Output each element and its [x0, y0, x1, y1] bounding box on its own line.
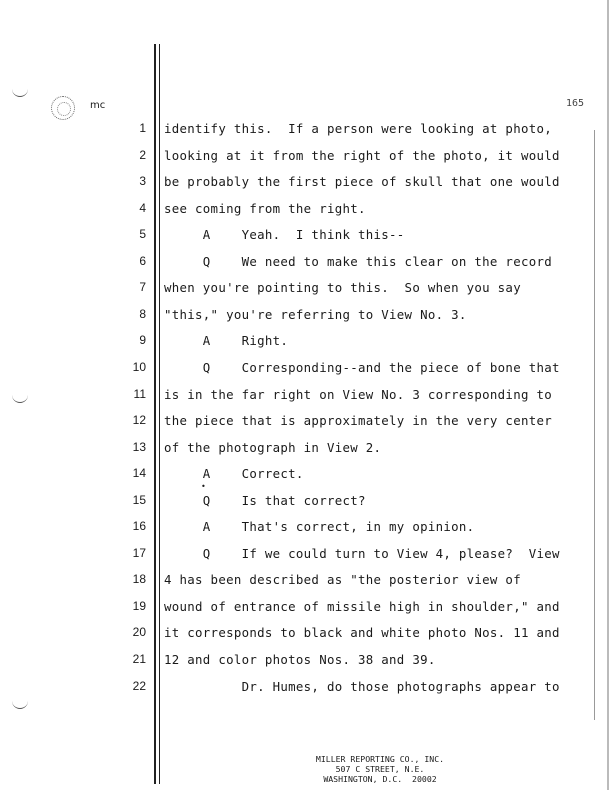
line-number: 13	[132, 439, 146, 454]
transcript-line	[0, 360, 612, 386]
page-number: 165	[566, 98, 585, 109]
line-text: Q Corresponding--and the piece of bone that	[164, 359, 560, 375]
line-number: 4	[139, 200, 146, 215]
line-number: 15	[132, 492, 146, 507]
line-text: wound of entrance of missile high in shoulder," and	[164, 598, 560, 614]
footer-city: WASHINGTON, D.C. 20002	[323, 774, 437, 784]
line-number: 18	[132, 572, 146, 587]
line-number: 19	[132, 598, 146, 613]
line-text: when you're pointing to this. So when you say	[164, 280, 521, 296]
line-number: 21	[132, 652, 146, 666]
scan-mark	[12, 84, 28, 97]
line-text: Q We need to make this clear on the record	[164, 253, 552, 269]
transcript-line	[0, 227, 612, 253]
line-number: 12	[132, 413, 146, 428]
line-number: 22	[132, 678, 146, 693]
line-text: the piece that is approximately in the very center	[164, 413, 552, 429]
line-text: see coming from the right.	[164, 200, 366, 216]
line-number: 1	[139, 121, 146, 135]
line-text: identify this. If a person were looking at photo,	[164, 121, 552, 136]
line-number: 6	[139, 253, 146, 268]
line-number: 10	[132, 359, 146, 374]
line-number: 16	[132, 519, 146, 534]
line-number: 20	[132, 625, 146, 640]
line-number: 3	[139, 174, 146, 189]
line-number: 7	[139, 280, 146, 295]
line-text: 12 and color photos Nos. 38 and 39.	[164, 652, 436, 667]
line-text: 4 has been described as "the posterior view of	[164, 572, 521, 588]
transcript-line	[0, 254, 612, 280]
stamp-seal	[51, 96, 75, 120]
line-text: of the photograph in View 2.	[164, 439, 382, 455]
transcript-line	[0, 652, 612, 678]
transcript-line	[0, 174, 612, 200]
footer-street: 507 C STREET, N.E.	[335, 764, 425, 774]
line-text: be probably the first piece of skull that one would	[164, 174, 560, 190]
line-text: Q Is that correct?	[164, 492, 366, 508]
transcript-line	[0, 440, 612, 466]
transcript-line	[0, 546, 612, 572]
transcript-line	[0, 493, 612, 519]
transcript-line	[0, 413, 612, 439]
transcript-line	[0, 679, 612, 705]
line-text: A Correct.	[164, 466, 304, 482]
line-number: 5	[139, 227, 146, 242]
transcript-line	[0, 387, 612, 413]
line-text: A Right.	[164, 333, 289, 349]
line-text: looking at it from the right of the photo, it would	[164, 147, 560, 163]
line-number: 9	[139, 333, 146, 348]
line-text: A Yeah. I think this--	[164, 227, 405, 243]
footer-company: MILLER REPORTING CO., INC.	[315, 754, 445, 764]
line-text: A That's correct, in my opinion.	[164, 519, 475, 535]
transcript-line	[0, 148, 612, 174]
transcript-line	[0, 625, 612, 651]
reporter-initials: mc	[90, 100, 106, 111]
line-number: 14	[132, 466, 146, 481]
line-number: 17	[132, 545, 146, 560]
transcript-line	[0, 121, 612, 147]
transcript-line	[0, 280, 612, 306]
line-text: Q If we could turn to View 4, please? View	[164, 545, 560, 561]
line-number: 8	[139, 306, 146, 321]
reporter-footer	[260, 754, 500, 784]
transcript-line	[0, 519, 612, 545]
line-number: 2	[139, 147, 146, 162]
transcript-line	[0, 572, 612, 598]
transcript-line	[0, 307, 612, 333]
line-text: it corresponds to black and white photo Nos. 11 and	[164, 625, 560, 641]
line-text: "this," you're referring to View No. 3.	[164, 306, 467, 322]
tick-mark: •	[201, 482, 206, 491]
transcript-line	[0, 201, 612, 227]
line-text: is in the far right on View No. 3 corresponding to	[164, 386, 552, 402]
line-text: Dr. Humes, do those photographs appear to	[164, 678, 560, 694]
transcript-line	[0, 333, 612, 359]
transcript-line	[0, 599, 612, 625]
line-number: 11	[133, 386, 146, 401]
transcript-line	[0, 466, 612, 492]
